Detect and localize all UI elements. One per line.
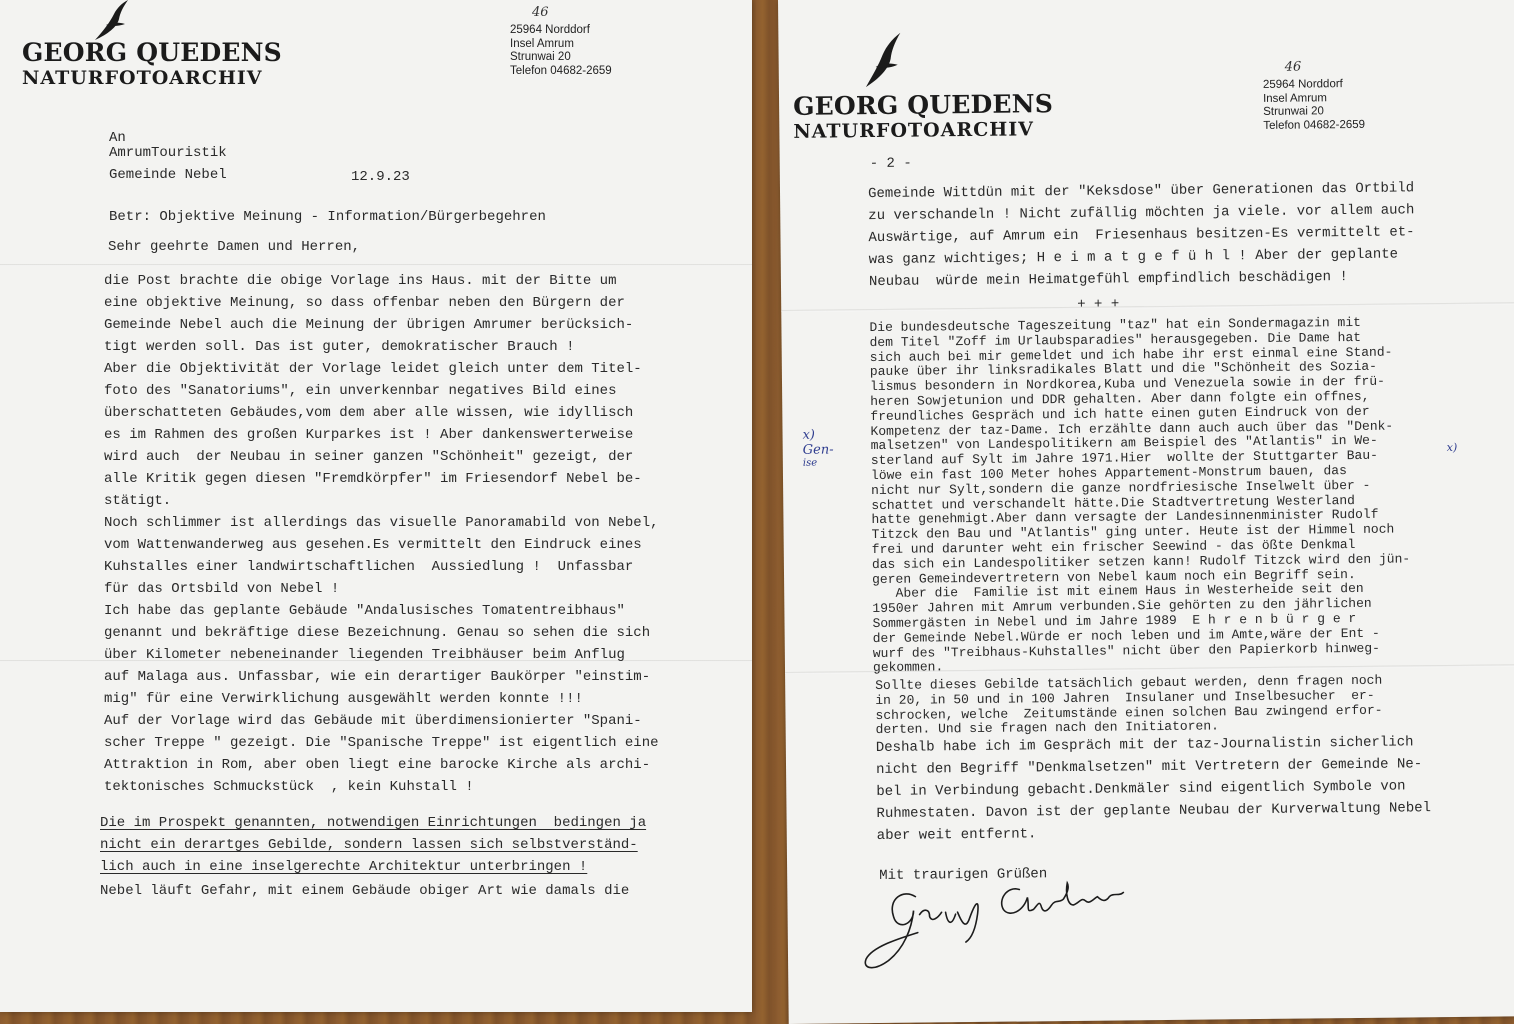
seagull-logo-icon	[92, 0, 132, 42]
address-line: 25964 Norddorf	[510, 24, 590, 36]
recipient-line: An	[109, 130, 126, 146]
body-line: Titzck den Bau und "Atlantis" ging unter. Heute ist der Himmel noch	[871, 521, 1395, 543]
address-line: Strunwai 20	[510, 51, 571, 63]
body-line: Gemeinde Wittdün mit der "Keksdose" über Generationen das Ortbild	[867, 180, 1415, 203]
body-line: schattet und verschandelt hätte.Die Stadtvertretung Westerland	[871, 492, 1356, 513]
letterhead-name: GEORG QUEDENS	[792, 89, 1054, 121]
body-line: Attraktion in Rom, aber oben liegt eine barocke Kirche als archi-	[104, 757, 651, 773]
body-line: heren Sowjetunion und DDR gehalten. Aber dann folgte ein offnes,	[870, 388, 1370, 410]
body-line: mig" für eine Verwirklichung ausgewählt werden konnte !!!	[104, 691, 583, 707]
letterhead-address	[510, 5, 612, 78]
body-line: der Gemeinde Nebel.Würde er noch leben und im Amte,wäre der Ent -	[872, 625, 1380, 646]
closing-line: Mit traurigen Grüßen	[879, 866, 1048, 884]
handwritten-house-number: 46	[1284, 59, 1302, 75]
letterhead-name: GEORG QUEDENS	[22, 38, 282, 67]
salutation: Sehr geehrte Damen und Herren,	[108, 239, 361, 255]
body-line: schrocken, welche Zeitumstände einen solchen Bau zwingend erfor-	[875, 702, 1383, 723]
body-line: wird auch der Neubau in seiner ganzen "Schönheit" gezeigt, der	[104, 449, 634, 465]
address-line: Strunwai 20	[1263, 105, 1324, 118]
address-line: 25964 Norddorf	[1262, 78, 1343, 91]
body-line: nicht ein derartges Gebilde, sondern lassen sich selbstverständ-	[100, 837, 638, 853]
body-line: Die im Prospekt genannten, notwendigen Einrichtungen bedingen ja	[100, 815, 647, 831]
body-line: Gemeinde Nebel auch die Meinung der übrigen Amrumer berücksich-	[104, 317, 634, 333]
letterhead-subtitle: NATURFOTOARCHIV	[793, 118, 1035, 143]
letterhead-logo	[793, 89, 1053, 143]
body-line: zu verschandeln ! Nicht zufällig möchten ja viele. vor allem auch	[868, 202, 1415, 225]
body-line: malsetzen" von Landespolitikern am Beispiel des "Atlantis" in We-	[870, 433, 1378, 454]
section-separator: + + +	[1077, 296, 1120, 313]
letter-date: 12.9.23	[351, 169, 410, 185]
body-line: das sich ein Landespolitiker setzen kann! Rudolf Titzck wird den jün-	[871, 551, 1411, 572]
intro-paragraph	[868, 177, 1415, 293]
letterhead-subtitle: NATURFOTOARCHIV	[22, 67, 263, 89]
body-line: sterland auf Sylt im Jahre 1971.Hier wollte der Stuttgarter Bau-	[870, 447, 1378, 469]
body-line: vom Wattenwanderweg aus gesehen.Es vermittelt den Eindruck eines	[104, 537, 642, 553]
handwritten-house-number: 46	[532, 5, 549, 20]
margin-mark: x)	[1446, 440, 1458, 455]
address-line: Telefon 04682-2659	[510, 64, 612, 77]
body-line: geren Gemeindevertretern von Nebel kaum noch ein Begriff sein.	[871, 566, 1356, 587]
letter-body	[104, 270, 659, 798]
body-line: Kuhstalles einer landwirtschaftlichen Aussiedlung ! Unfassbar	[104, 559, 634, 575]
taz-paragraph	[869, 315, 1411, 676]
body-line: löwe ein fast 100 Meter hohes Appartement-Monstrum bauen, das	[870, 463, 1347, 484]
body-line: überschatteten Gebäudes,vom dem aber alle wissen, wie idyllisch	[104, 405, 634, 421]
body-line: frei und darunter weht ein frischer Seewind - das ößte Denkmal	[871, 536, 1356, 558]
body-line: hatte genehmigt.Aber dann versagte der Landesinnenminister Rudolf	[871, 507, 1379, 528]
question-paragraph	[875, 674, 1383, 738]
recipient-line: Gemeinde Nebel	[109, 167, 227, 183]
margin-note-line: ise	[802, 457, 818, 469]
body-line: genannt und bekräftige diese Bezeichnung. Genau so sehen die sich	[104, 625, 651, 641]
body-line: über Kilometer nebeneinander liegenden Treibhäuser beim Anflug	[104, 647, 625, 663]
body-line: 1950er Jahren mit Amrum verbunden.Sie gehörten zu den jährlichen	[872, 595, 1372, 617]
body-line: aber weit entfernt.	[876, 826, 1037, 845]
address-line: Insel Amrum	[1262, 91, 1328, 105]
body-line: Ich habe das geplante Gebäude "Andalusisches Tomatentreibhaus"	[104, 603, 625, 619]
body-line: Noch schlimmer ist allerdings das visuelle Panoramabild von Nebel,	[104, 515, 659, 531]
body-line: nicht nur Sylt,sondern die ganze nordfriesische Inselwelt über -	[871, 477, 1371, 498]
body-line: scher Treppe " gezeigt. Die "Spanische Treppe" ist eigentlich eine	[104, 735, 659, 751]
underlined-passage	[100, 812, 646, 878]
body-line: für das Ortsbild von Nebel !	[104, 581, 340, 597]
seagull-logo-icon	[862, 33, 903, 89]
address-line: Telefon 04682-2659	[1263, 118, 1366, 132]
handwritten-signature	[857, 876, 1158, 979]
body-line: lismus besondern in Nordkorea,Kuba und Venezuela sowie in der frü-	[869, 373, 1385, 395]
body-line: Aber die Familie ist mit einem Haus in Westerheide seit den	[872, 581, 1364, 602]
body-line: alle Kritik gegen diesen "Fremdkörpfer" im Friesendorf Nebel be-	[104, 471, 642, 487]
body-line: tigt werden soll. Das ist guter, demokratischer Brauch !	[104, 339, 575, 355]
body-line: es im Rahmen des großen Kurparkes ist ! Aber dankenswerterweise	[104, 427, 634, 443]
body-line: tektonisches Schmuckstück , kein Kuhstall !	[104, 779, 474, 795]
letter-page-1	[0, 0, 752, 1012]
body-line: derten. Und sie fragen nach den Initiatoren.	[875, 718, 1219, 738]
body-line: nicht den Begriff "Denkmalsetzen" mit Vertretern der Gemeinde Ne-	[875, 756, 1423, 779]
body-line: sich auch bei mir gemeldet und ich habe ihr erst einmal eine Stand-	[869, 344, 1393, 365]
body-line: Auf der Vorlage wird das Gebäude mit überdimensionierter "Spani-	[104, 713, 642, 729]
body-line: Aber die Objektivität der Vorlage leidet gleich unter dem Titel-	[104, 361, 642, 377]
body-line: stätigt.	[104, 493, 172, 509]
body-line: Ruhmestaten. Davon ist der geplante Neubau der Kurverwaltung Nebel	[876, 800, 1432, 823]
conclusion-paragraph	[876, 731, 1432, 847]
page-number: - 2 -	[869, 155, 912, 173]
margin-note	[802, 427, 833, 468]
body-line: Auswärtige, auf Amrum ein Friesenhaus besitzen-Es vermittelt et-	[868, 224, 1415, 247]
body-line: was ganz wichtiges; H e i m a t g e f ü h l ! Aber der geplante	[868, 246, 1399, 269]
letter-page-2	[778, 0, 1514, 1024]
body-line: in 20, in 50 und in 100 Jahren Insulaner und Inselbesucher er-	[875, 687, 1375, 708]
body-line: wurf des "Treibhaus-Kuhstalles" nicht über den Papierkorb hinweg-	[872, 640, 1380, 661]
body-line: bel in Verbindung gebacht.Denkmäler sind eigentlich Symbole von	[876, 778, 1406, 801]
address-line: Insel Amrum	[510, 37, 574, 50]
body-line: Deshalb habe ich im Gespräch mit der taz-Journalistin sicherlich	[875, 734, 1414, 757]
body-line: Kompetenz der taz-Dame. Ich erzählte dann auch auch über das "Denk-	[870, 418, 1394, 439]
body-line: Sollte dieses Gebilde tatsächlich gebaut werden, denn fragen noch	[875, 672, 1383, 694]
body-line: gekommen.	[872, 659, 944, 676]
body-line: eine objektive Meinung, so dass offenbar neben den Bürgern der	[104, 295, 625, 311]
margin-note-line: x)	[802, 427, 816, 443]
body-line: lich auch in eine inselgerechte Architektur unterbringen !	[100, 859, 588, 875]
fold-line	[0, 264, 752, 266]
body-line: Neubau würde mein Heimatgefühl empfindlich beschädigen !	[868, 269, 1348, 291]
subject-line: Betr: Objektive Meinung - Information/Bürgerbegehren	[109, 209, 546, 225]
body-line: freundliches Gespräch und ich hatte einen guten Eindruck von der	[870, 403, 1370, 424]
body-line: die Post brachte die obige Vorlage ins Haus. mit der Bitte um	[104, 273, 617, 289]
body-line: Sommergästen in Nebel und im Jahre 1989 E h r e n b ü r g e r	[872, 610, 1357, 631]
body-line: Die bundesdeutsche Tageszeitung "taz" hat ein Sondermagazin mit	[869, 314, 1361, 336]
recipient-line: AmrumTouristik	[109, 145, 227, 161]
body-line: Nebel läuft Gefahr, mit einem Gebäude obiger Art wie damals die	[100, 883, 630, 899]
letterhead-address	[1262, 59, 1366, 133]
fold-line	[781, 302, 1514, 312]
body-line: foto des "Sanatoriums", ein unverkennbar negatives Bild eines	[104, 383, 617, 399]
margin-note-line: Gen-	[802, 442, 834, 458]
body-line: dem Titel "Zoff im Urlaubsparadies" herausgegeben. Die Dame hat	[869, 329, 1362, 350]
body-line: auf Malaga aus. Unfassbar, wie ein derartiger Baukörper "einstim-	[104, 669, 651, 685]
letterhead-logo	[22, 38, 282, 89]
body-line: pauke über ihr linksradikales Blatt und die "Schönheit des Sozia-	[869, 359, 1378, 380]
